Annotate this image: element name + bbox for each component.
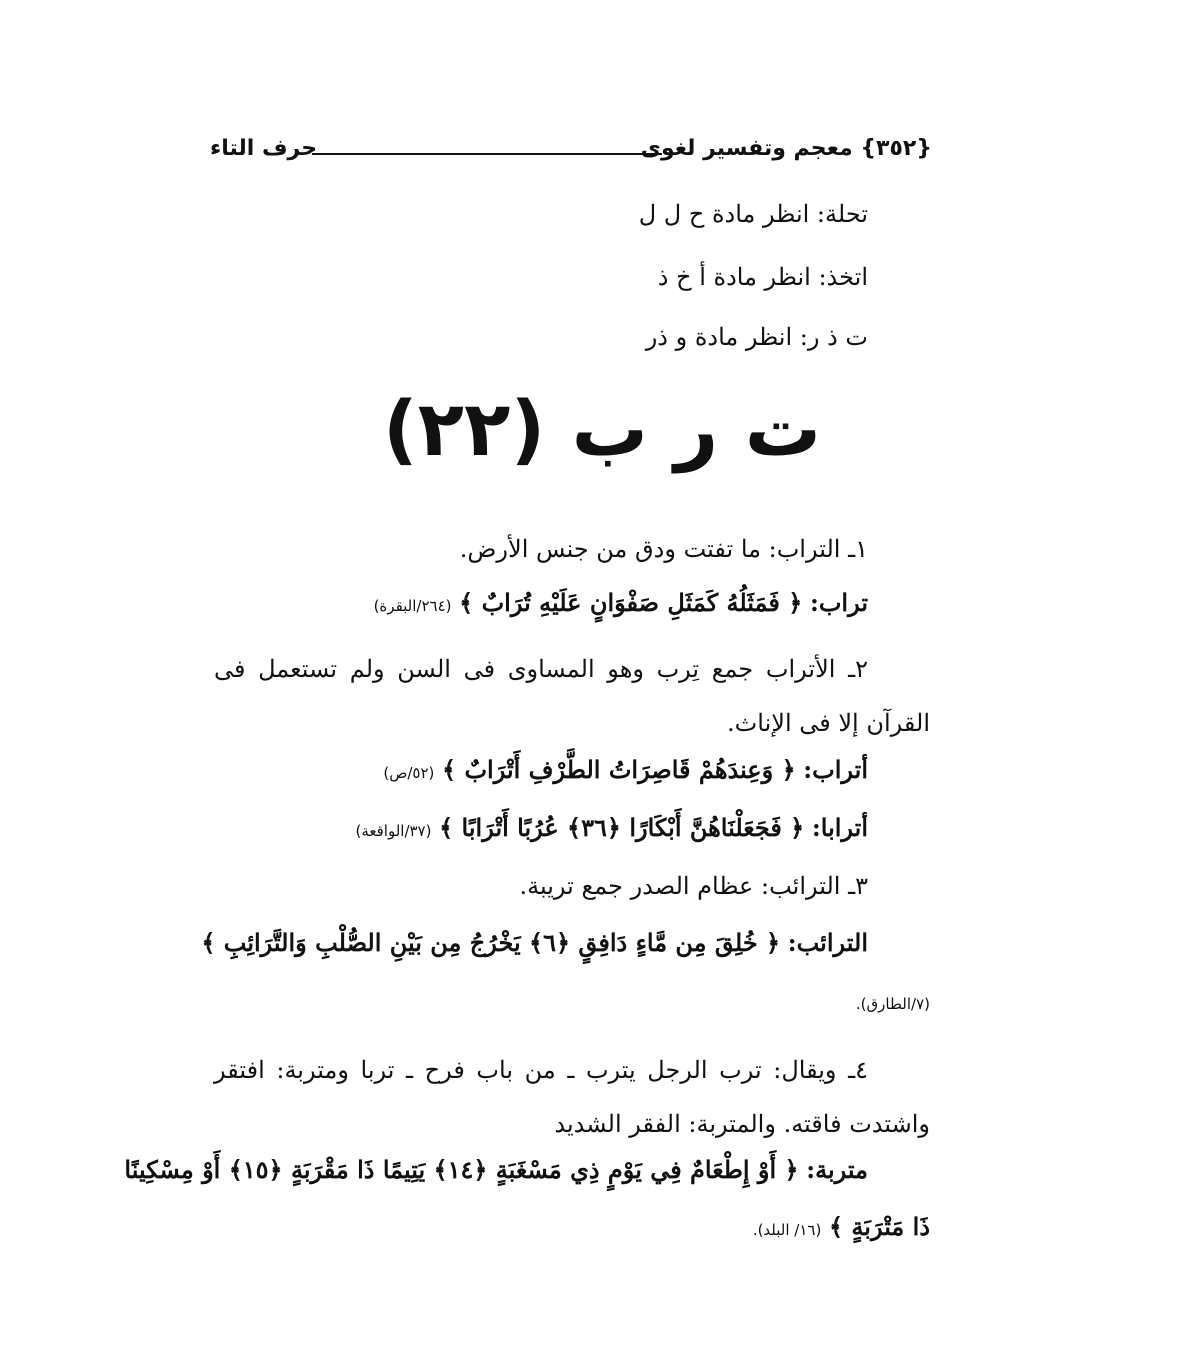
entry-title: ت ر ب (٢٢) — [382, 384, 822, 473]
quran-verse: ذَا مَتْرَبَةٍ ﴾ — [828, 1212, 930, 1241]
cross-ref-2: اتخذ: انظر مادة أ خ ذ — [657, 263, 868, 291]
running-header — [210, 136, 932, 176]
citation-2a — [383, 755, 868, 784]
quran-verse: ﴿ وَعِندَهُمْ قَاصِرَاتُ الطَّرْفِ أَتْرَابٌ ﴾ — [442, 755, 796, 784]
quran-verse: ﴿ فَمَثَلُهُ كَمَثَلِ صَفْوَانٍ عَلَيْهِ تُرَابٌ ﴾ — [459, 588, 803, 617]
cross-ref-3: ت ذ ر: انظر مادة و ذر — [645, 323, 868, 351]
citation-word: تراب: — [809, 588, 868, 617]
citation-word: الترائب: — [787, 928, 868, 957]
quran-verse: ﴿ أَوْ إِطْعَامٌ فِي يَوْمٍ ذِي مَسْغَبَةٍ ﴿١٤﴾ يَتِيمًا ذَا مَقْرَبَةٍ ﴿١٥﴾ أَوْ مِسْكِينًا — [124, 1155, 799, 1184]
verse-reference: (١٦/ البلد). — [752, 1221, 822, 1239]
definition-4: ٤ـ ويقال: ترب الرجل يترب ـ من باب فرح ـ تربا ومتربة: افتقر واشتدت فاقته. والمتربة: الفقر الشديد — [214, 1056, 930, 1138]
header-rule — [312, 153, 662, 155]
definition-1: ١ـ التراب: ما تفتت ودق من جنس الأرض. — [459, 535, 868, 563]
citation-1 — [374, 588, 868, 617]
citation-word: أترابا: — [811, 813, 868, 842]
citation-2b — [355, 813, 868, 842]
page-number-title: {٣٥٢} معجم وتفسير لغوى — [640, 136, 932, 161]
verse-reference: (٢٦٤/البقرة) — [373, 597, 452, 615]
cross-ref-1: تحلة: انظر مادة ح ل ل — [638, 200, 868, 228]
quran-verse: ﴿ خُلِقَ مِن مَّاءٍ دَافِقٍ ﴿٦﴾ يَخْرُجُ مِن بَيْنِ الصُّلْبِ وَالتَّرَائِبِ ﴾ — [201, 928, 781, 957]
citation-4 — [124, 1155, 868, 1184]
quran-verse: ﴿ فَجَعَلْنَاهُنَّ أَبْكَارًا ﴿٣٦﴾ عُرُبًا أَتْرَابًا ﴾ — [439, 813, 805, 842]
verse-reference: (٣٧/الواقعة) — [355, 822, 432, 840]
citation-word: أتراب: — [803, 755, 868, 784]
section-letter: حرف التاء — [210, 136, 318, 161]
definition-2: ٢ـ الأتراب جمع تِرب وهو المساوى فى السن ولم تستعمل فى القرآن إلا فى الإناث. — [214, 655, 930, 737]
citation-3 — [201, 928, 868, 957]
definition-3: ٣ـ الترائب: عظام الصدر جمع تريبة. — [519, 872, 868, 900]
verse-reference: (٧/الطارق). — [855, 995, 930, 1013]
citation-4-cont — [753, 1212, 930, 1241]
citation-word: متربة: — [806, 1155, 868, 1184]
verse-reference: (٥٢/ص) — [383, 764, 435, 782]
